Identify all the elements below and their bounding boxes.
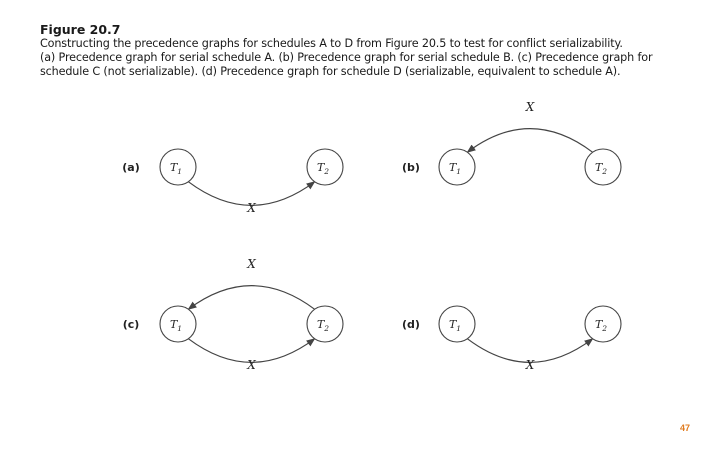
transaction-node-label: $T_2$ [316, 318, 330, 333]
graph-label: (b) [402, 161, 420, 174]
figure-description-line-1: Constructing the precedence graphs for schedules A to D from Figure 20.5 to test for conflict serializability. [40, 37, 623, 50]
edge-label: X [525, 100, 535, 114]
transaction-node-label: $T_1$ [169, 161, 183, 176]
edge-label: X [247, 257, 256, 271]
precedence-edge-t2-to-t1 [467, 129, 592, 153]
figure-description-line-3: schedule C (not serializable). (d) Precedence graph for schedule D (serializable, equivalent to schedule A). [40, 65, 621, 78]
precedence-edge-t2-to-t1 [188, 286, 314, 310]
precedence-graph-b [402, 100, 621, 185]
precedence-graph-d [402, 306, 621, 372]
transaction-node-label: $T_1$ [448, 161, 462, 176]
transaction-node-label: $T_2$ [594, 318, 608, 333]
precedence-graph-c [123, 257, 343, 372]
edge-label: X [525, 358, 535, 372]
transaction-node-label: $T_1$ [448, 318, 462, 333]
page-number: 47 [679, 423, 690, 433]
figure-description-line-2: (a) Precedence graph for serial schedule A. (b) Precedence graph for serial schedule B. (c) Precedence graph for [40, 51, 653, 64]
transaction-node-label: $T_2$ [316, 161, 330, 176]
figure-title: Figure 20.7 [40, 22, 121, 37]
transaction-node-label: $T_1$ [169, 318, 183, 333]
edge-label: X [247, 358, 256, 372]
transaction-node-label: $T_2$ [594, 161, 608, 176]
precedence-graph-a [122, 149, 343, 215]
graph-label: (a) [122, 161, 140, 174]
graph-label: (c) [122, 318, 140, 331]
edge-label: X [247, 201, 256, 215]
graph-label: (d) [402, 318, 420, 331]
